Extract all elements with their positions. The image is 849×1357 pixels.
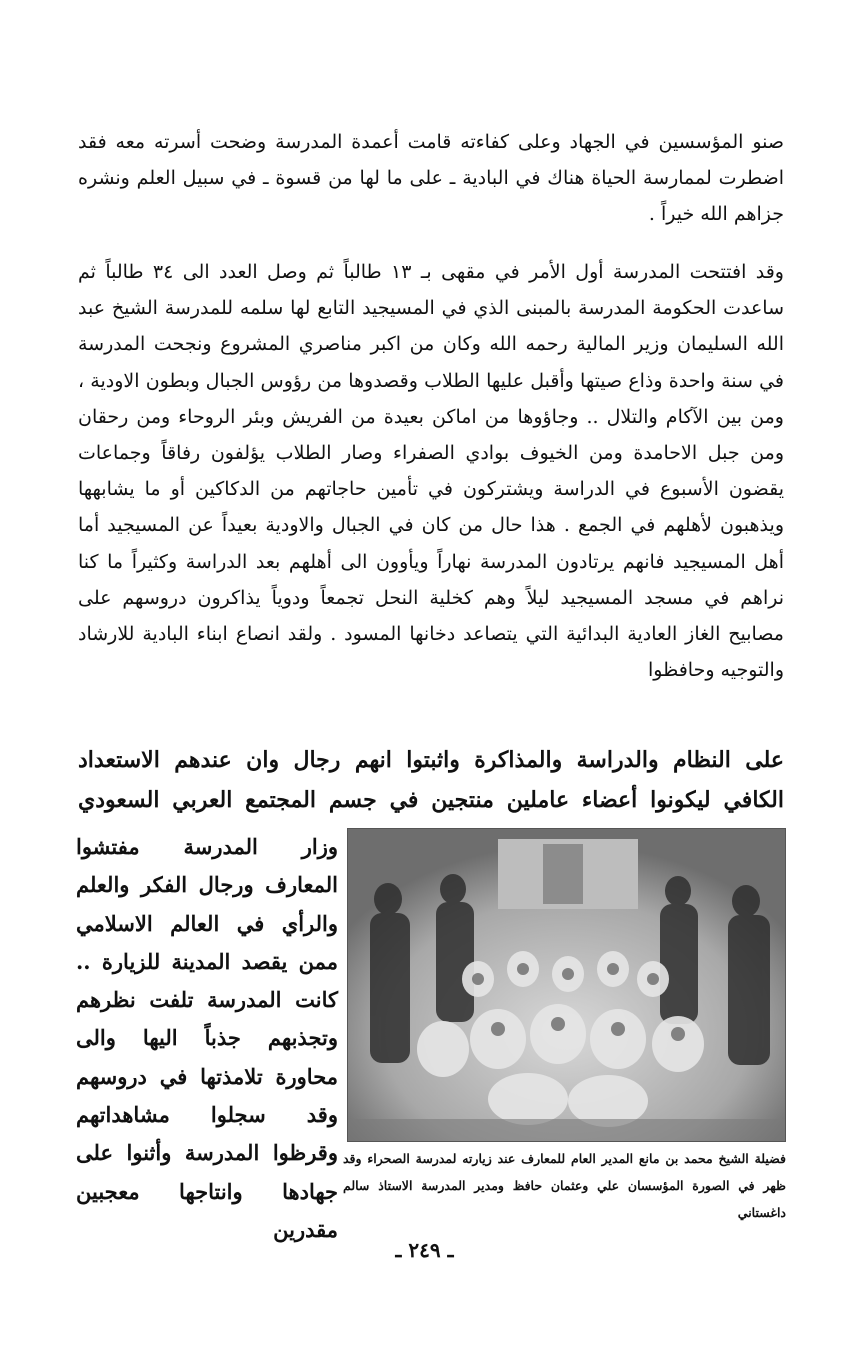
photo-image <box>348 829 785 1141</box>
page-number: ـ ٢٤٩ ـ <box>395 1238 454 1262</box>
historic-photo <box>347 828 786 1142</box>
photo-caption: فضيلة الشيخ محمد بن مانع المدير العام للمعارف عند زيارته لمدرسة الصحراء وقد ظهر في الصورة المؤسسان علي وعثمان حافظ ومدير المدرسة الاستاذ سالم داغستاني <box>343 1151 786 1220</box>
side-column-text: وزار المدرسة مفتشوا المعارف ورجال الفكر والعلم والرأي في العالم الاسلامي ممن يقصد المدينة للزيارة .. كانت المدرسة تلفت نظرهم وتجذبهم جذباً اليها والى محاورة تلامذتها في دروسهم وقد سجلوا مشاهداتهم وقرظوا المدرسة وأثنوا على جهادها وانتاجها معجبين مقدرين <box>76 834 338 1242</box>
paragraph-school-history: وقد افتتحت المدرسة أول الأمر في مقهى بـ ١٣ طالباً ثم وصل العدد الى ٣٤ طالباً ثم ساعدت الحكومة المدرسة بالمبنى الذي في المسيجيد التابع لها سلمه للمدرسة الشيخ عبد الله السليمان وزير المالية رحمه الله وكان من اكبر مناصري المشروع ونجحت المدرسة في سنة واحدة وذاع صيتها وأقبل عليها الطلاب وقصدوها من رؤوس الجبال وبطون الاودية ، ومن بين الآكام والتلال .. وجاؤوها من اماكن بعيدة من الفريش وبئر الروحاء ومن رحقان ومن جبل الاحامدة ومن الخيوف بوادي الصفراء وصار الطلاب يؤلفون رفاقاً وجماعات يقضون الأسبوع في الدراسة ويشتركون في تأمين حاجاتهم من الدكاكين أو ما يشابهها ويذهبون لأهلهم في الجمع . هذا حال من كان في الجبال والاودية بعيداً عن المسيجيد أما أهل المسيجيد فانهم يرتادون المدرسة نهاراً ويأوون الى أهلهم بعد الدراسة وكثيراً ما كنا نراهم في مسجد المسيجيد ليلاً وهم كخلية النحل تجمعاً ودوياً يذاكرون دروسهم على مصابيح الغاز العادية البدائية التي يتصاعد دخانها المسود . ولقد انصاع ابناء البادية للارشاد والتوجيه وحافظوا <box>78 261 784 682</box>
paragraph-founders: صنو المؤسسين في الجهاد وعلى كفاءته قامت أعمدة المدرسة وضحت أسرته معه فقد اضطرت لممارسة الحياة هناك في البادية ـ على ما لها من قسوة ـ في سبيل العلم ونشره جزاهم الله خيراً . <box>78 131 784 226</box>
paragraph-conclusion: على النظام والدراسة والمذاكرة واثبتوا انهم رجال وان عندهم الاستعداد الكافي ليكونوا أعضاء عاملين منتجين في جسم المجتمع العربي السعودي <box>78 747 784 813</box>
